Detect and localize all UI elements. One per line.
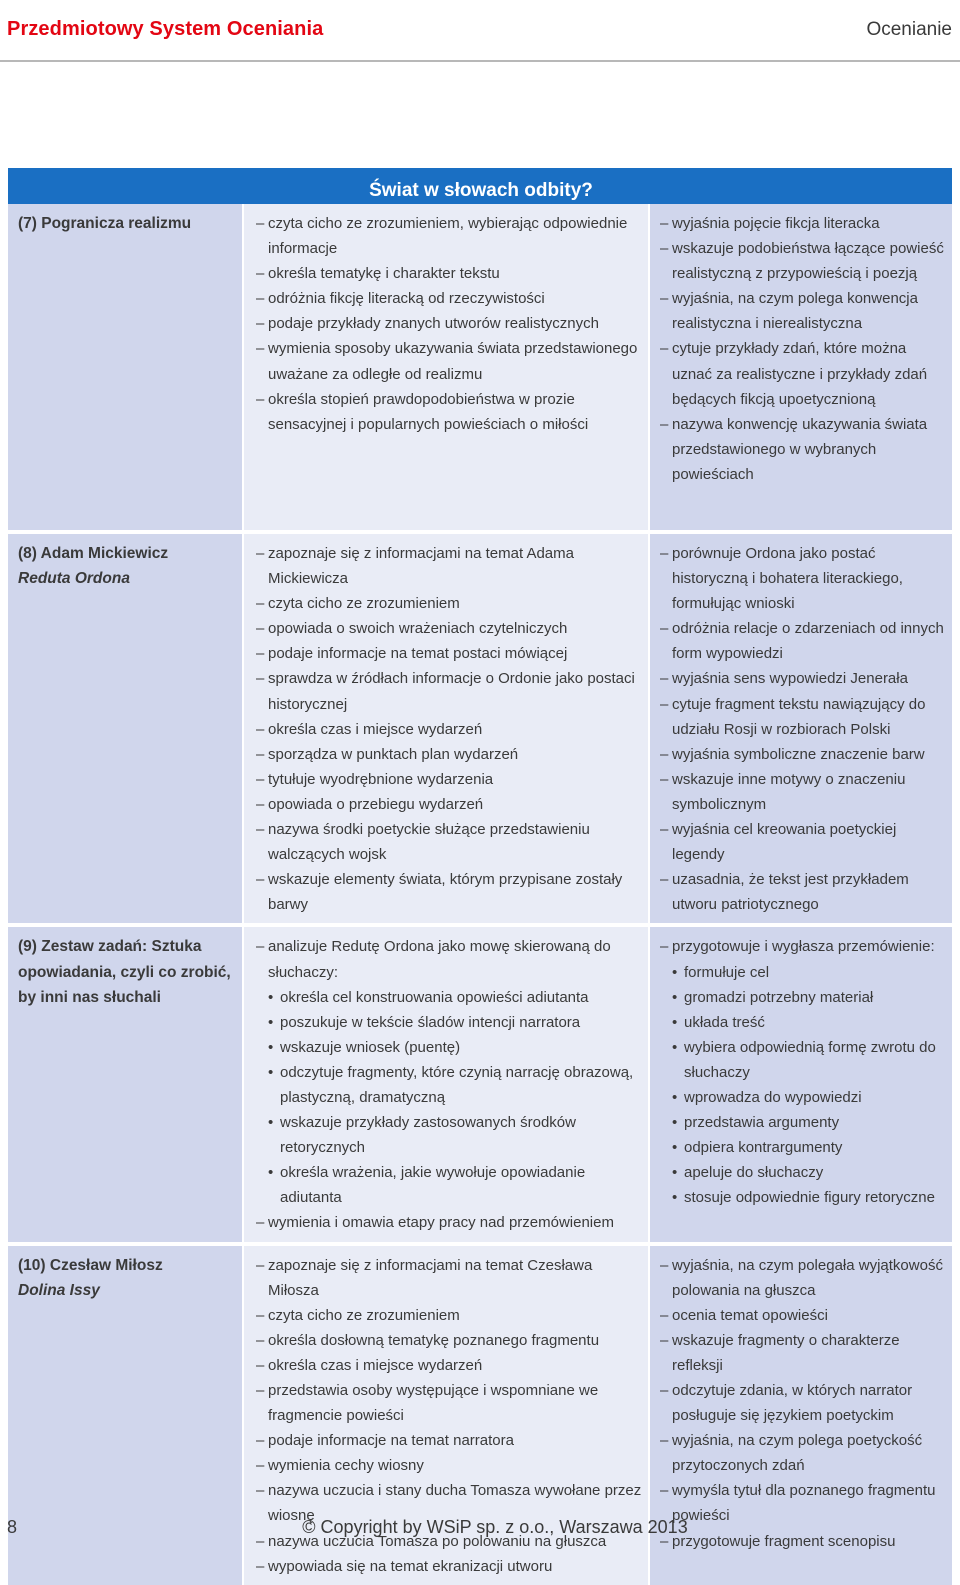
basic-requirements-cell [244, 923, 650, 1241]
topic-cell [8, 204, 244, 530]
list-item: – nazywa środki poetyckie służące przedstawieniu walczących wojsk [256, 817, 642, 867]
bullet-item: • apeluje do słuchaczy [672, 1160, 946, 1185]
list-item: – określa tematykę i charakter tekstu [256, 261, 642, 286]
list-item: – wyjaśnia, na czym polega konwencja realistyczna i nierealistyczna [660, 286, 946, 336]
list-item-head: przygotowuje i wygłasza przemówienie: [672, 938, 935, 956]
list-item: – zapoznaje się z informacjami na temat Adama Mickiewicza [256, 541, 642, 591]
bullet-item: • określa cel konstruowania opowieści adiutanta [268, 985, 642, 1010]
list-item: – sprawdza w źródłach informacje o Ordonie jako postaci historycznej [256, 666, 642, 716]
list-item: – tytułuje wyodrębnione wydarzenia [256, 767, 642, 792]
list-item: – wyjaśnia sens wypowiedzi Jenerała [660, 666, 946, 691]
bullet-item: • wprowadza do wypowiedzi [672, 1085, 946, 1110]
list-item [660, 934, 946, 1210]
list-item: – przedstawia osoby występujące i wspomniane we fragmencie powieści [256, 1378, 642, 1428]
bullet-item: • wskazuje przykłady zastosowanych środków retorycznych [268, 1110, 642, 1160]
extended-requirements-cell [650, 204, 952, 530]
bullet-item: • układa treść [672, 1010, 946, 1035]
bullet-item: • przedstawia argumenty [672, 1110, 946, 1135]
list-item: – opowiada o swoich wrażeniach czytelniczych [256, 616, 642, 641]
list-item: – porównuje Ordona jako postać historyczną i bohatera literackiego, formułując wnioski [660, 541, 946, 616]
list-item-head: analizuje Redutę Ordona jako mowę skierowaną do słuchaczy: [268, 938, 611, 981]
list-item: – podaje informacje na temat narratora [256, 1428, 642, 1453]
list-item: – wymienia i omawia etapy pracy nad przemówieniem [256, 1210, 642, 1235]
list-item: – określa czas i miejsce wydarzeń [256, 1353, 642, 1378]
list-item: – odróżnia fikcję literacką od rzeczywistości [256, 286, 642, 311]
bullet-item: • odpiera kontrargumenty [672, 1135, 946, 1160]
list-item: – cytuje przykłady zdań, które można uznać za realistyczne i przykłady zdań będących fikcją upoetycznioną [660, 336, 946, 411]
list-item: – czyta cicho ze zrozumieniem, wybierając odpowiednie informacje [256, 211, 642, 261]
page-number: 8 [7, 1517, 18, 1537]
section-label: Ocenianie [866, 19, 952, 40]
extended-requirements-cell [650, 923, 952, 1241]
topic-work: Reduta Ordona [18, 570, 130, 588]
list-item: – przygotowuje fragment scenopisu [660, 1529, 946, 1554]
table-row [8, 530, 952, 923]
page-header [0, 0, 960, 62]
copyright-notice: © Copyright by WSiP sp. z o.o., Warszawa 2013 [302, 1517, 688, 1537]
grading-table [8, 168, 952, 1585]
topic-cell [8, 923, 244, 1241]
list-item: – wypowiada się na temat ekranizacji utworu [256, 1554, 642, 1579]
list-item: – czyta cicho ze zrozumieniem [256, 591, 642, 616]
list-item: – podaje przykłady znanych utworów realistycznych [256, 311, 642, 336]
list-item: – wyjaśnia, na czym polegała wyjątkowość polowania na głuszca [660, 1253, 946, 1303]
list-item: – opowiada o przebiegu wydarzeń [256, 792, 642, 817]
list-item: – odczytuje zdania, w których narrator posługuje się językiem poetyckim [660, 1378, 946, 1428]
list-item: – sporządza w punktach plan wydarzeń [256, 742, 642, 767]
list-item: – określa stopień prawdopodobieństwa w prozie sensacyjnej i popularnych powieściach o miłości [256, 387, 642, 437]
table-row [8, 923, 952, 1241]
list-item: – określa czas i miejsce wydarzeń [256, 717, 642, 742]
list-item: – cytuje fragment tekstu nawiązujący do udziału Rosji w rozbiorach Polski [660, 692, 946, 742]
bullet-item: • odczytuje fragmenty, które czynią narrację obrazową, plastyczną, dramatyczną [268, 1060, 642, 1110]
list-item: – ocenia temat opowieści [660, 1303, 946, 1328]
bullet-item: • formułuje cel [672, 960, 946, 985]
basic-requirements-cell [244, 204, 650, 530]
list-item [256, 934, 642, 1210]
list-item: – odróżnia relacje o zdarzeniach od innych form wypowiedzi [660, 616, 946, 666]
topic-author: (10) Czesław Miłosz [18, 1256, 163, 1274]
list-item: – podaje informacje na temat postaci mówiącej [256, 641, 642, 666]
topic-work: Dolina Issy [18, 1281, 100, 1299]
extended-requirements-cell [650, 530, 952, 923]
list-item: – wskazuje fragmenty o charakterze refleksji [660, 1328, 946, 1378]
list-item: – wskazuje podobieństwa łączące powieść realistyczną z przypowieścią i poezją [660, 236, 946, 286]
list-item: – wyjaśnia, na czym polega poetyckość przytoczonych zdań [660, 1428, 946, 1478]
basic-requirements-cell [244, 530, 650, 923]
list-item: – wskazuje elementy świata, którym przypisane zostały barwy [256, 867, 642, 917]
list-item: – wyjaśnia symboliczne znaczenie barw [660, 742, 946, 767]
bullet-item: • gromadzi potrzebny materiał [672, 985, 946, 1010]
list-item: – wymienia sposoby ukazywania świata przedstawionego uważane za odległe od realizmu [256, 336, 642, 386]
list-item: – nazywa uczucia i stany ducha Tomasza wywołane przez wiosnę [256, 1478, 642, 1528]
topic-author: (8) Adam Mickiewicz [18, 545, 169, 562]
list-item: – wymyśla tytuł dla poznanego fragmentu powieści [660, 1478, 946, 1528]
list-item: – nazywa konwencję ukazywania świata przedstawionego w wybranych powieściach [660, 412, 946, 487]
page-footer [0, 1512, 960, 1542]
topic-title: (9) Zestaw zadań: Sztuka opowiadania, czyli co zrobić, by inni nas słuchali [18, 938, 231, 1006]
bullet-item: • poszukuje w tekście śladów intencji narratora [268, 1010, 642, 1035]
list-item: – wyjaśnia cel kreowania poetyckiej legendy [660, 817, 946, 867]
list-item: – wskazuje inne motywy o znaczeniu symbolicznym [660, 767, 946, 817]
list-item: – wyjaśnia pojęcie fikcja literacka [660, 211, 946, 236]
list-item: – wymienia cechy wiosny [256, 1453, 642, 1478]
list-item: – określa dosłowną tematykę poznanego fragmentu [256, 1328, 642, 1353]
bullet-item: • określa wrażenia, jakie wywołuje opowiadanie adiutanta [268, 1160, 642, 1210]
list-item: – nazywa uczucia Tomasza po polowaniu na głuszca [256, 1529, 642, 1554]
bullet-item: • stosuje odpowiednie figury retoryczne [672, 1185, 946, 1210]
topic-cell [8, 530, 244, 923]
topic-title: (7) Pogranicza realizmu [18, 215, 192, 232]
list-item: – czyta cicho ze zrozumieniem [256, 1303, 642, 1328]
document-title: Przedmiotowy System Oceniania [7, 18, 324, 40]
unit-title: Świat w słowach odbity? [369, 180, 593, 201]
bullet-item: • wskazuje wniosek (puentę) [268, 1035, 642, 1060]
unit-band [8, 168, 952, 204]
list-item: – uzasadnia, że tekst jest przykładem utworu patriotycznego [660, 867, 946, 917]
bullet-item: • wybiera odpowiednią formę zwrotu do słuchaczy [672, 1035, 946, 1085]
list-item: – zapoznaje się z informacjami na temat Czesława Miłosza [256, 1253, 642, 1303]
table-row [8, 204, 952, 530]
